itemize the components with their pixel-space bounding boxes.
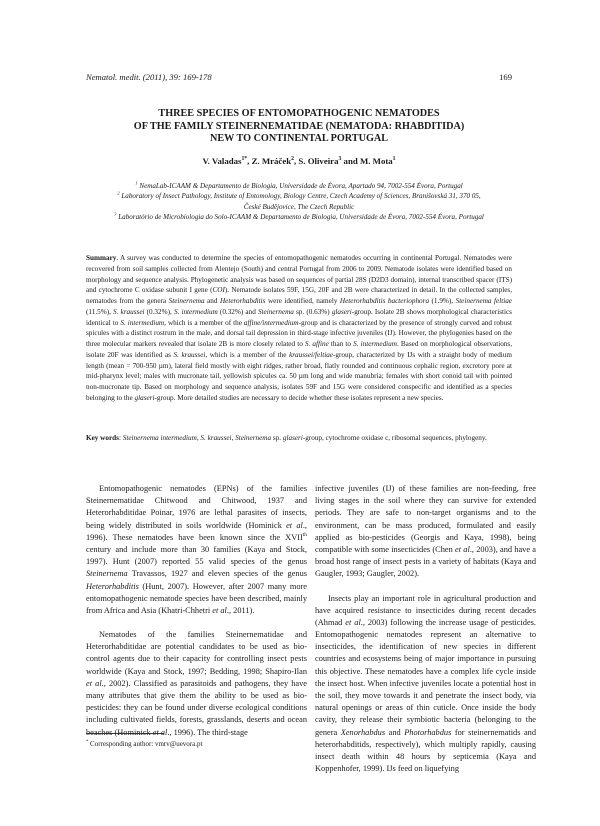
author-separator: , [294, 156, 299, 166]
body-italic: Photorhabdus [404, 727, 452, 737]
body-italic: et al [152, 727, 168, 737]
author-name: V. Valadas [202, 156, 242, 166]
abstract-label: Summary [86, 254, 117, 262]
abstract-italic: affine/intermedium [243, 318, 299, 327]
body-text: infective juveniles (IJ) of these families are non-feeding, free living stages in the soil where they can survive for extended periods. They are safe to non-target organisms and to the environment, can be mass produced, formulated and easily applied as bio-pesticides (Georgis and Kaya, 1998), being compatible with some insecticides (Chen [315, 484, 536, 554]
abstract-italic: Heterorhabditis [219, 297, 266, 305]
keyword-text: sp. [271, 434, 283, 442]
abstract-text: ). Nematode isolates 59F, 15G, 20F and 2B were characterized in detail. In the collected samples, nematodes from the genera [86, 286, 512, 305]
abstract-text: -group. More detailed studies are necessary to decide whether these isolates represent a new species. [154, 393, 444, 402]
footnote-mark: * [86, 738, 89, 744]
abstract-text: (11.5%), [86, 307, 114, 316]
abstract-text: -group. Isolate 2B shows morphological characteristics identical to [86, 307, 512, 327]
affiliation-1 [86, 181, 512, 191]
abstract-text: . A survey was conducted to determine the species of entomopathogenic nematodes occurring in continental Portugal. Nematodes were recovered from soil samples collected from Alentejo (South) and central Portugal from 2006 to 2009. Nematode isolates were identified based on morphology and sequence analysis. Phylogenetic analysis was based on sequences of partial 28S (D2D3 domain), internal transcribed spacer (ITS) and cytochrome C oxidase subunit I gene ( [86, 254, 512, 295]
body-text: ., 1996). The third-stage [167, 727, 248, 737]
title-line-3: NEW TO CONTINENTAL PORTUGAL [209, 133, 389, 145]
keyword-italic: Steinernema intermedium [122, 434, 197, 442]
affiliation-number: 3 [114, 211, 117, 217]
body-italic: Heterorhabditis [86, 581, 139, 591]
body-text: (Hunt, 2007). However, after 2007 many more entomopathogenic nematode species have been described, mainly from Africa and Asia (Khatri-Chhetri [86, 581, 307, 615]
author-list [86, 156, 512, 166]
abstract-text: -group, characterized by IJs with a straight body of medium length (mean = 700-950 µm), lateral field mostly with eight ridges, rather broad, flatly rounded and continuous cephalic region, excretory pore at mid-pharynx level; males with mucronate tail, yellowish spicules ca. 50 µm long and wide manubria; females with short conoid tail with pointed non-mucronate tip. Based on morphology and sequence analysis, isolates 59F and 15G were considered conspecific and identified as a species belonging to the [86, 350, 512, 402]
affiliation-text: Laboratório de Microbiologia do Solo-ICAAM & Departamento de Biologia, Universidade de Évora, 7002-554 Évora, Portugal [116, 213, 484, 222]
abstract-italic: kraussei/feltiae [289, 350, 333, 359]
abstract-text: (0.32%) and [217, 307, 258, 316]
keyword-italic: glaseri [282, 434, 303, 442]
body-text: century and include more than 30 families (Kaya and Stock, 1997). Hunt (2007) reported 55 valid species of the genus [86, 544, 307, 567]
body-text: for steinernematids and heterorhabditids, respectively), which multiply rapidly, causing insect death within 48 hours by septicemia (Kaya and Koppenhofer, 1999). IJs feed on liquefying [315, 727, 536, 774]
affiliation-text: České Budějovice, The Czech Republic [243, 202, 355, 211]
abstract-italic: Steinernema feltiae [455, 297, 512, 305]
affiliation-number: 1 [135, 180, 138, 186]
body-italic: Steinernema [86, 569, 128, 579]
keyword-text: , [196, 434, 201, 442]
affiliation-text: Laboratory of Insect Pathology, Institute of Entomology, Biology Centre, Czech Academy of Sciences, Branišovská 31, 370 05, [119, 192, 481, 201]
body-column-left [86, 483, 307, 739]
body-text: ., 1996). These nematodes have been known since the XVII [86, 520, 307, 542]
affiliation-number: 2 [117, 191, 120, 197]
body-paragraph [86, 483, 307, 617]
running-header [86, 72, 512, 82]
body-paragraph [86, 629, 307, 739]
author-affiliation-mark: 3 [338, 156, 342, 163]
abstract [86, 253, 512, 404]
article-title [86, 108, 512, 146]
abstract-text: and [204, 297, 220, 305]
affiliation-2-cont [86, 202, 512, 212]
abstract-text: . Based on morphological observations, isolate 20F was identified as [86, 340, 512, 359]
keyword-text: , [231, 434, 236, 442]
footnote-text: Corresponding author: vmrv@uevora.pt [88, 740, 203, 748]
affiliation-text: NemaLab-ICAAM & Departamento de Biologia, Universidade de Évora, Apartado 94, 7002-554 Évora, Portugal [137, 182, 463, 190]
abstract-italic: S. kraussei [173, 350, 206, 359]
abstract-italic: S. intermedium [353, 340, 397, 348]
abstract-text: were identified, namely [265, 297, 340, 305]
author-name: M. Mota [359, 156, 393, 166]
abstract-italic: S. intermedium [120, 318, 165, 327]
abstract-italic: S. affine [304, 340, 329, 348]
abstract-text: sp. (0.63%) [293, 307, 332, 316]
body-text: ., 2003), and have a broad host range of insect pests in a variety of habitats (Kaya and Gaugler, 1993; Gaugler, 2002). [315, 544, 536, 579]
corresponding-author-footnote [86, 740, 202, 748]
abstract-text: -group and is characterized by the presence of strongly curved and robust spicules with a distinct rostrum in the male, and dorsal tail depression in third-stage infective juveniles (IJ). However, the phylogenies based on the three molecular markers revealed that isolate 2B is more closely related to [86, 318, 512, 348]
body-italic: et al [86, 678, 102, 688]
body-italic: et al [286, 520, 303, 530]
title-line-2: OF THE FAMILY STEINERNEMATIDAE (NEMATODA: RHABDITIDA) [133, 120, 465, 132]
body-column-right [315, 483, 536, 775]
body-text: ., 2011). [226, 605, 255, 615]
keyword-italic: S. kraussei [200, 434, 232, 442]
body-italic: Xenorhabdus [340, 727, 386, 737]
keywords-colon: : [118, 434, 123, 442]
page-number: 169 [499, 72, 512, 82]
abstract-text: (0.32%), [144, 307, 174, 316]
author-separator: , [247, 156, 252, 166]
body-text: Insects play an important role in agricultural production and have acquired resistance to insecticides during recent decades (Ahmad [315, 593, 536, 627]
keywords [86, 433, 512, 444]
author-affiliation-mark: 1 [392, 156, 396, 163]
body-italic: et al [455, 544, 470, 554]
abstract-italic: S. kraussei [113, 307, 145, 316]
abstract-italic: S. intermedium [173, 307, 218, 316]
keyword-text: -group, cytochrome oxidase c, ribosomal sequences, phylogeny. [302, 434, 487, 442]
keyword-italic: Steinernema [235, 434, 272, 442]
body-text: and [385, 727, 405, 737]
author-name: S. Oliveira [298, 156, 339, 166]
body-italic: et al [212, 605, 227, 615]
affiliation-2 [86, 191, 512, 201]
footnote-divider [86, 733, 164, 734]
abstract-text: (1.9%), [429, 297, 456, 305]
body-text: ., 2002). Classified as parasitoids and pathogens, they have many attributes that give them the ability to be used as bio-pesticides: they can be found under diverse ecological conditions including cultivated fields, forests, grasslands, deserts and ocean beaches (Hominick [86, 678, 307, 737]
author-name: Z. Mráček [251, 156, 292, 166]
body-italic: et al [345, 617, 361, 627]
abstract-italic: glaseri [331, 307, 352, 316]
superscript: th [302, 531, 307, 538]
abstract-italic: Steinernema [257, 307, 294, 316]
abstract-italic: glaseri [134, 393, 155, 402]
keywords-label: Key words [86, 434, 119, 442]
title-line-1: THREE SPECIES OF ENTOMOPATHOGENIC NEMATODES [158, 108, 440, 119]
abstract-italic: COI [212, 286, 225, 295]
abstract-italic: Steinernema [168, 297, 205, 305]
author-affiliation-mark: 1* [241, 156, 248, 163]
abstract-italic: Heterorhabditis bacteriophora [339, 297, 430, 305]
affiliations [86, 181, 512, 223]
author-separator: and [341, 156, 360, 166]
body-text: Entomopathogenic nematodes (EPNs) of the families Steinernematidae Chitwood and Chitwood, 1937 and Heterorhabditidae Poinar, 1976 are lethal parasites of insects, being widely distributed in soils worldwide (Hominick [86, 484, 307, 530]
body-text: Nematodes of the families Steinernematidae and Heterorhabditidae are potential candidates to be used as bio-control agents due to their capacity for controlling insect pests worldwide (Kaya and Stock, 1997; Bedding, 1998; Shapiro-Ilan [86, 630, 307, 676]
journal-citation: Nematol. medit. (2011), 39: 169-178 [86, 72, 212, 82]
body-text: ., 2003) following the increase usage of pesticides. Entomopathogenic nematodes represent an alternative to insecticides, the identification of new species in different countries and ecosystems being of major importance in pursuing this objective. These nematodes have a complex life cycle inside the insect host. When infective juveniles locate a potential host in the soil, they move towards it and penetrate the insect body, via natural openings or areas of thin cuticle. Once inside the body cavity, they release their symbiotic bacteria (belonging to the genera [315, 617, 536, 737]
abstract-text: than to [328, 340, 354, 348]
body-paragraph [315, 593, 536, 776]
author-affiliation-mark: 2 [291, 156, 294, 163]
body-text: Travassos, 1927 and eleven species of the genus [127, 569, 307, 579]
abstract-text: , which is a member of the [164, 318, 244, 327]
body-paragraph [315, 483, 536, 581]
abstract-text: , which is a member of the [205, 350, 290, 359]
affiliation-3 [86, 212, 512, 222]
